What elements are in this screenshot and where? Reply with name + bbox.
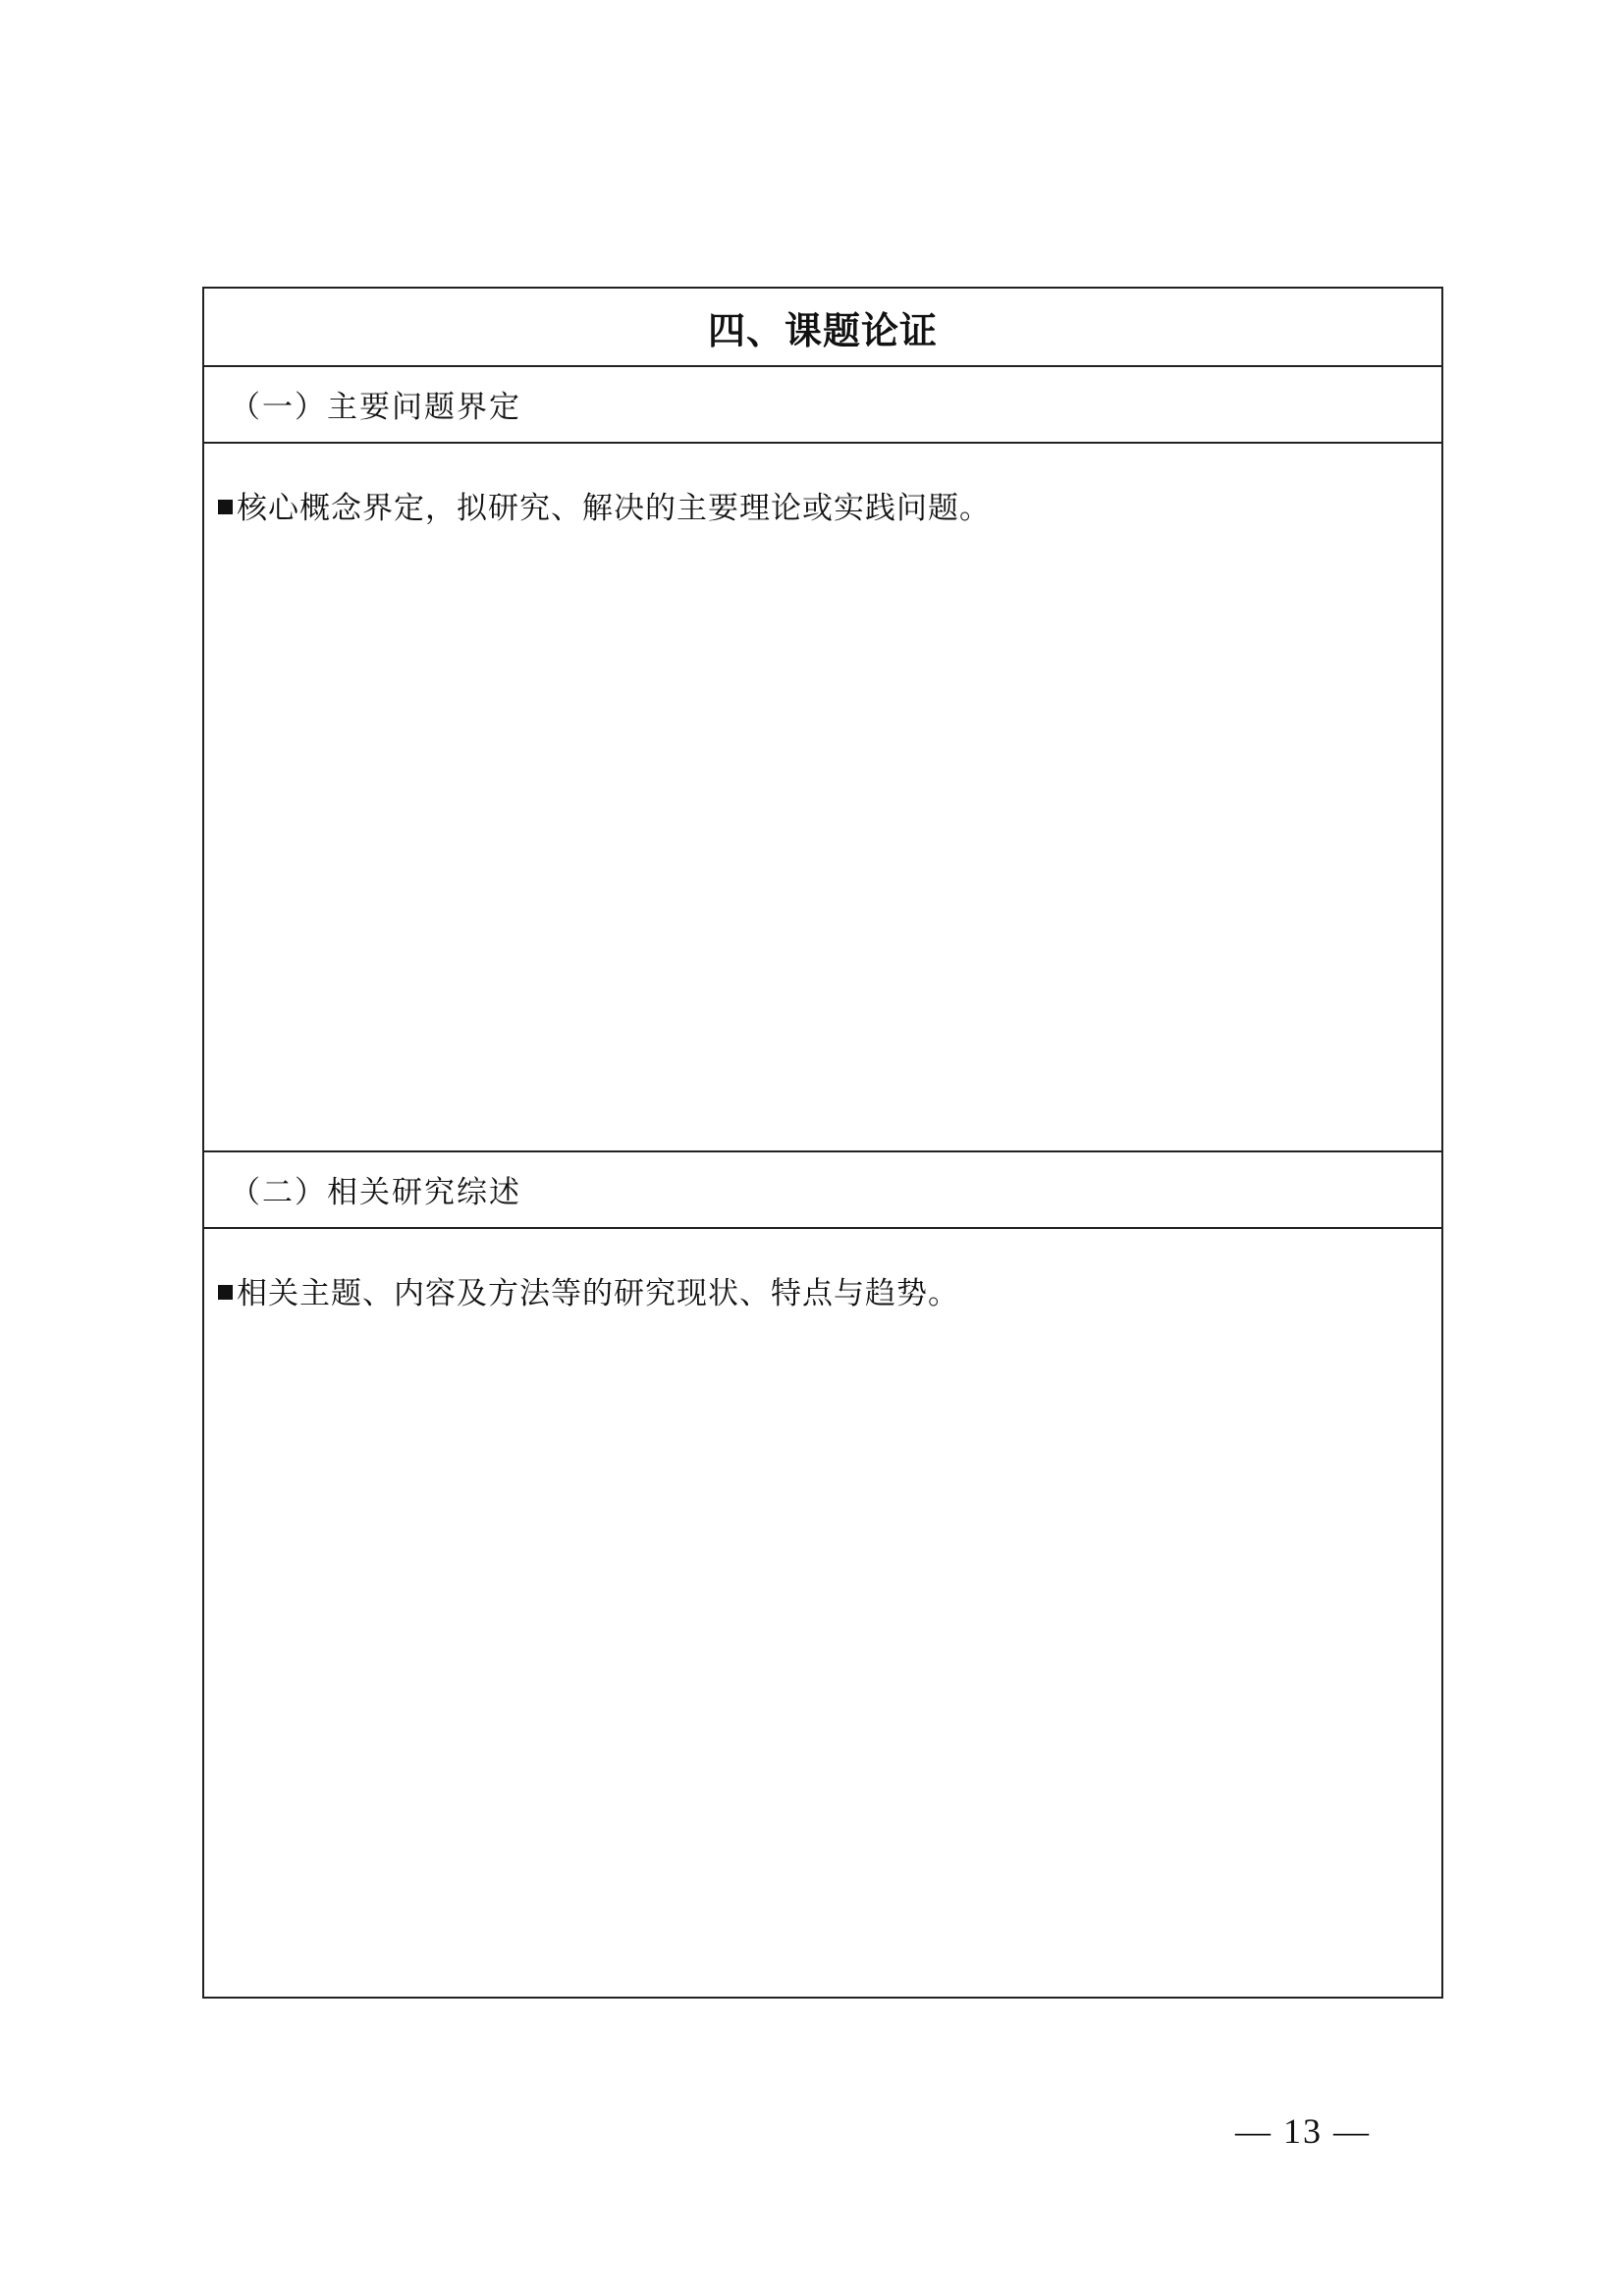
- prompt-text: [218, 1268, 1441, 1312]
- page-number: — 13 —: [1235, 2111, 1371, 2151]
- subsection-heading: （一）主要问题界定: [230, 389, 521, 425]
- square-bullet-icon: [218, 500, 233, 514]
- subsection-heading: （二）相关研究综述: [230, 1174, 521, 1210]
- proposal-form-table: [202, 287, 1443, 1999]
- subsection-heading-row-1: [204, 365, 1441, 444]
- subsection-body-1[interactable]: [204, 444, 1441, 1152]
- square-bullet-icon: [218, 1285, 233, 1300]
- section-title-row: [204, 289, 1441, 367]
- section-title: 四、课题论证: [707, 308, 938, 352]
- subsection-body-2[interactable]: [204, 1229, 1441, 1999]
- prompt-text: [218, 483, 1441, 527]
- subsection-heading-row-2: [204, 1150, 1441, 1229]
- prompt-label: 相关主题、内容及方法等的研究现状、特点与趋势。: [237, 1276, 959, 1311]
- prompt-label: 核心概念界定，拟研究、解决的主要理论或实践问题。: [237, 491, 991, 526]
